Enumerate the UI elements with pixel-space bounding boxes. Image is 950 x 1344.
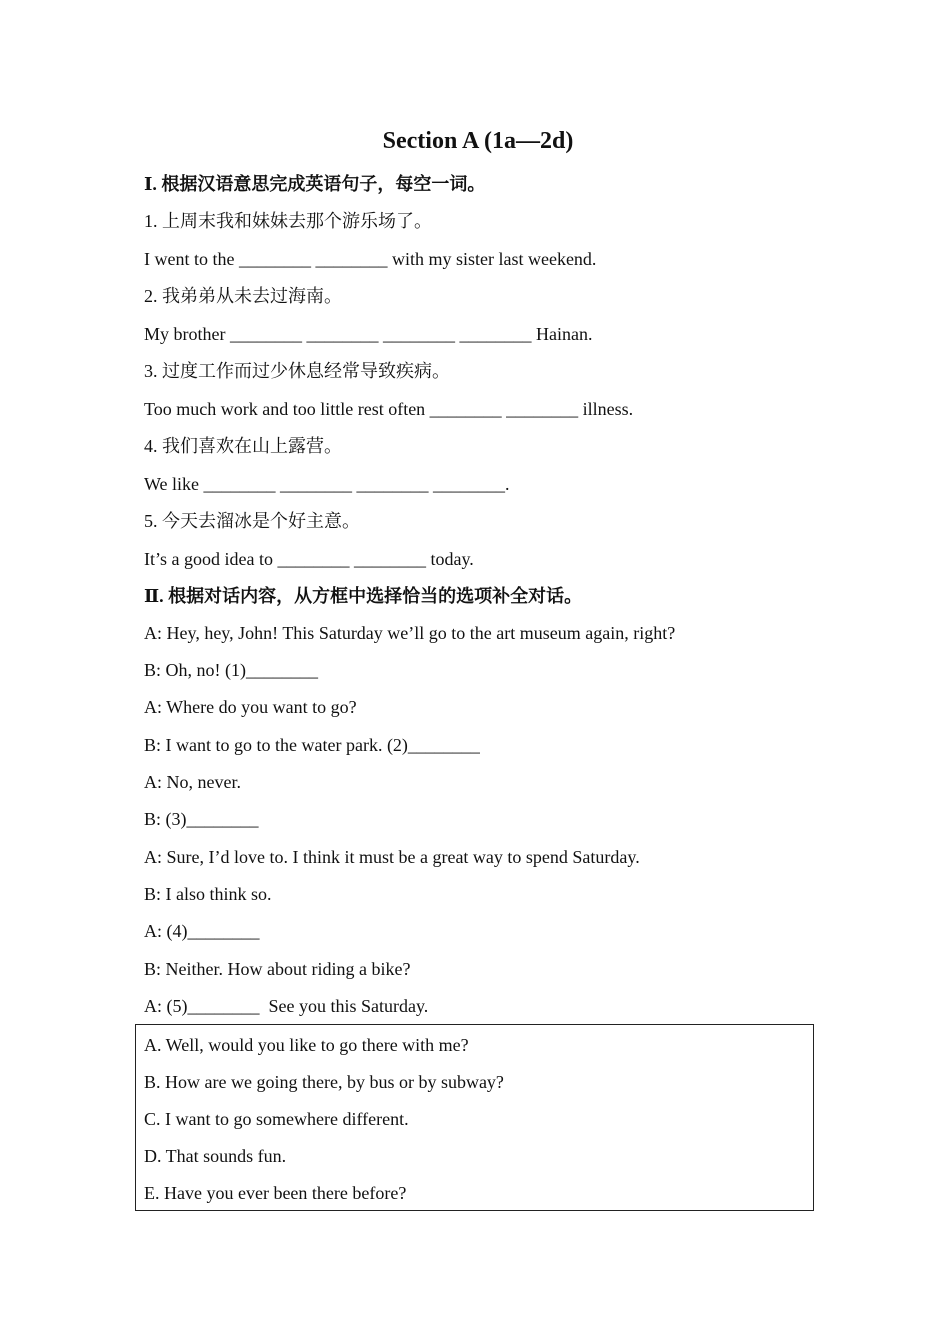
answer-options-box: [135, 1024, 814, 1211]
question-4-english: We like ________ ________ ________ ________.: [144, 474, 510, 494]
dialogue-line: A: (4)________: [144, 921, 260, 941]
option-a: A. Well, would you like to go there with me?: [144, 1035, 469, 1055]
page-title: Section A (1a—2d): [382, 128, 574, 154]
dialogue-line: A: Sure, I’d love to. I think it must be a great way to spend Saturday.: [144, 847, 640, 867]
question-3-chinese: 3. 过度工作而过少休息经常导致疾病。: [144, 361, 450, 381]
dialogue-line: B: Neither. How about riding a bike?: [144, 959, 411, 979]
dialogue-line: B: I want to go to the water park. (2)________: [144, 735, 480, 755]
question-3-english: Too much work and too little rest often ________ ________ illness.: [144, 399, 634, 419]
dialogue-line: A: Where do you want to go?: [144, 697, 357, 717]
question-1-english: I went to the ________ ________ with my sister last weekend.: [144, 249, 597, 269]
question-2-english: My brother ________ ________ ________ ________ Hainan.: [144, 324, 593, 344]
question-2-chinese: 2. 我弟弟从未去过海南。: [144, 286, 342, 306]
dialogue-line: A: (5)________ See you this Saturday.: [144, 996, 429, 1016]
option-c: C. I want to go somewhere different.: [144, 1109, 409, 1129]
dialogue-line: A: No, never.: [144, 772, 241, 792]
question-5-chinese: 5. 今天去溜冰是个好主意。: [144, 511, 360, 531]
option-d: D. That sounds fun.: [144, 1146, 287, 1166]
dialogue-line: B: I also think so.: [144, 884, 272, 904]
part1-heading: Ⅰ. 根据汉语意思完成英语句子，每空一词。: [144, 174, 486, 194]
question-1-chinese: 1. 上周末我和妹妹去那个游乐场了。: [144, 211, 432, 231]
dialogue-line: B: Oh, no! (1)________: [144, 660, 318, 680]
question-4-chinese: 4. 我们喜欢在山上露营。: [144, 436, 342, 456]
dialogue-line: B: (3)________: [144, 809, 259, 829]
dialogue-line: A: Hey, hey, John! This Saturday we’ll go to the art museum again, right?: [144, 623, 676, 643]
question-5-english: It’s a good idea to ________ ________ today.: [144, 549, 474, 569]
option-b: B. How are we going there, by bus or by subway?: [144, 1072, 504, 1092]
part2-heading: Ⅱ. 根据对话内容，从方框中选择恰当的选项补全对话。: [144, 586, 583, 606]
option-e: E. Have you ever been there before?: [144, 1183, 407, 1203]
